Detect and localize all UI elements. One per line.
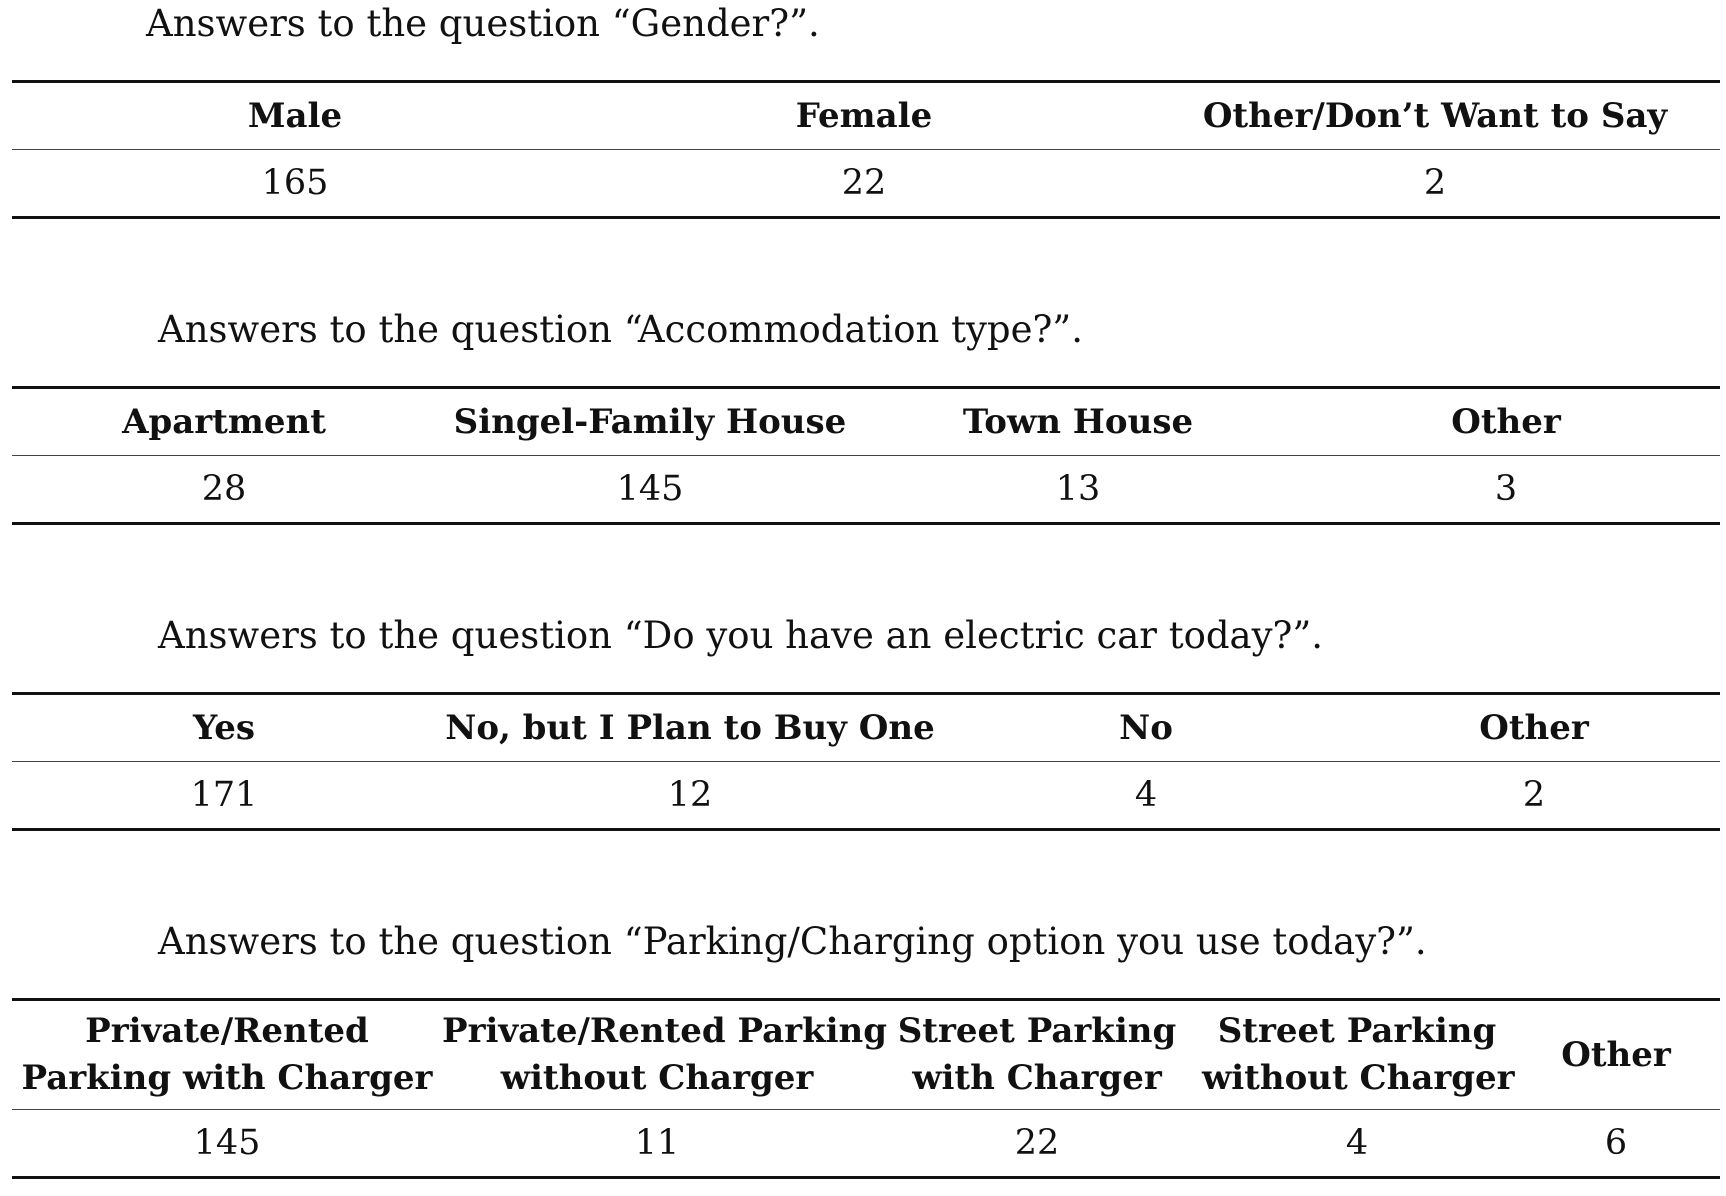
header-row bbox=[12, 388, 1720, 456]
column-header: Singel-Family House bbox=[436, 388, 864, 456]
column-header: Town House bbox=[864, 388, 1292, 456]
table-cell: 165 bbox=[261, 163, 329, 203]
table-cell: 171 bbox=[190, 775, 258, 815]
table-cell: 13 bbox=[1055, 469, 1101, 509]
table-cell: 145 bbox=[193, 1123, 261, 1163]
table-cell: 12 bbox=[667, 775, 713, 815]
table-cell: 145 bbox=[616, 469, 684, 509]
electric-car-table bbox=[12, 692, 1720, 831]
header-line: without Charger bbox=[500, 1058, 814, 1098]
table-cell: 22 bbox=[841, 163, 887, 203]
column-header: Other/Don’t Want to Say bbox=[1150, 82, 1720, 150]
header-line: with Charger bbox=[912, 1058, 1162, 1098]
column-header: No bbox=[944, 694, 1348, 762]
table-cell: 28 bbox=[201, 469, 247, 509]
table-caption: Answers to the question “Accommodation type?”. bbox=[158, 308, 1083, 351]
gender-table bbox=[12, 80, 1720, 219]
column-header bbox=[12, 1000, 442, 1110]
table-row bbox=[12, 150, 1720, 218]
table-cell: 22 bbox=[1014, 1123, 1060, 1163]
header-row bbox=[12, 694, 1720, 762]
column-header: Other bbox=[1292, 388, 1720, 456]
table-caption: Answers to the question “Gender?”. bbox=[146, 2, 820, 45]
column-header: No, but I Plan to Buy One bbox=[436, 694, 944, 762]
header-line: without Charger bbox=[1202, 1058, 1515, 1098]
header-line: Street Parking bbox=[897, 1011, 1177, 1051]
table-cell: 4 bbox=[1134, 775, 1158, 815]
header-line: Street Parking bbox=[1217, 1011, 1497, 1051]
column-header bbox=[1512, 1000, 1720, 1110]
header-line: Other bbox=[1561, 1034, 1671, 1075]
table-cell: 2 bbox=[1423, 163, 1447, 203]
column-header: Male bbox=[12, 82, 578, 150]
table-row bbox=[12, 762, 1720, 830]
column-header: Other bbox=[1348, 694, 1720, 762]
header-line: Private/Rented Parking bbox=[442, 1011, 888, 1051]
accommodation-table bbox=[12, 386, 1720, 525]
table-caption: Answers to the question “Do you have an electric car today?”. bbox=[158, 614, 1324, 657]
header-line: Parking with Charger bbox=[21, 1058, 433, 1098]
table-row bbox=[12, 456, 1720, 524]
table-cell: 4 bbox=[1345, 1123, 1369, 1163]
column-header: Female bbox=[578, 82, 1150, 150]
table-cell: 11 bbox=[634, 1123, 680, 1163]
table-cell: 3 bbox=[1494, 469, 1518, 509]
column-header bbox=[1202, 1000, 1515, 1110]
table-caption: Answers to the question “Parking/Charging option you use today?”. bbox=[158, 920, 1427, 963]
column-header: Yes bbox=[12, 694, 436, 762]
table-cell: 2 bbox=[1522, 775, 1546, 815]
column-header bbox=[872, 1000, 1202, 1110]
parking-table bbox=[12, 998, 1720, 1179]
header-row bbox=[12, 82, 1720, 150]
header-line: Private/Rented bbox=[85, 1011, 369, 1051]
header-row bbox=[12, 1000, 1720, 1110]
table-cell: 6 bbox=[1604, 1123, 1628, 1163]
column-header bbox=[442, 1000, 888, 1110]
table-row bbox=[12, 1110, 1720, 1178]
column-header: Apartment bbox=[12, 388, 436, 456]
